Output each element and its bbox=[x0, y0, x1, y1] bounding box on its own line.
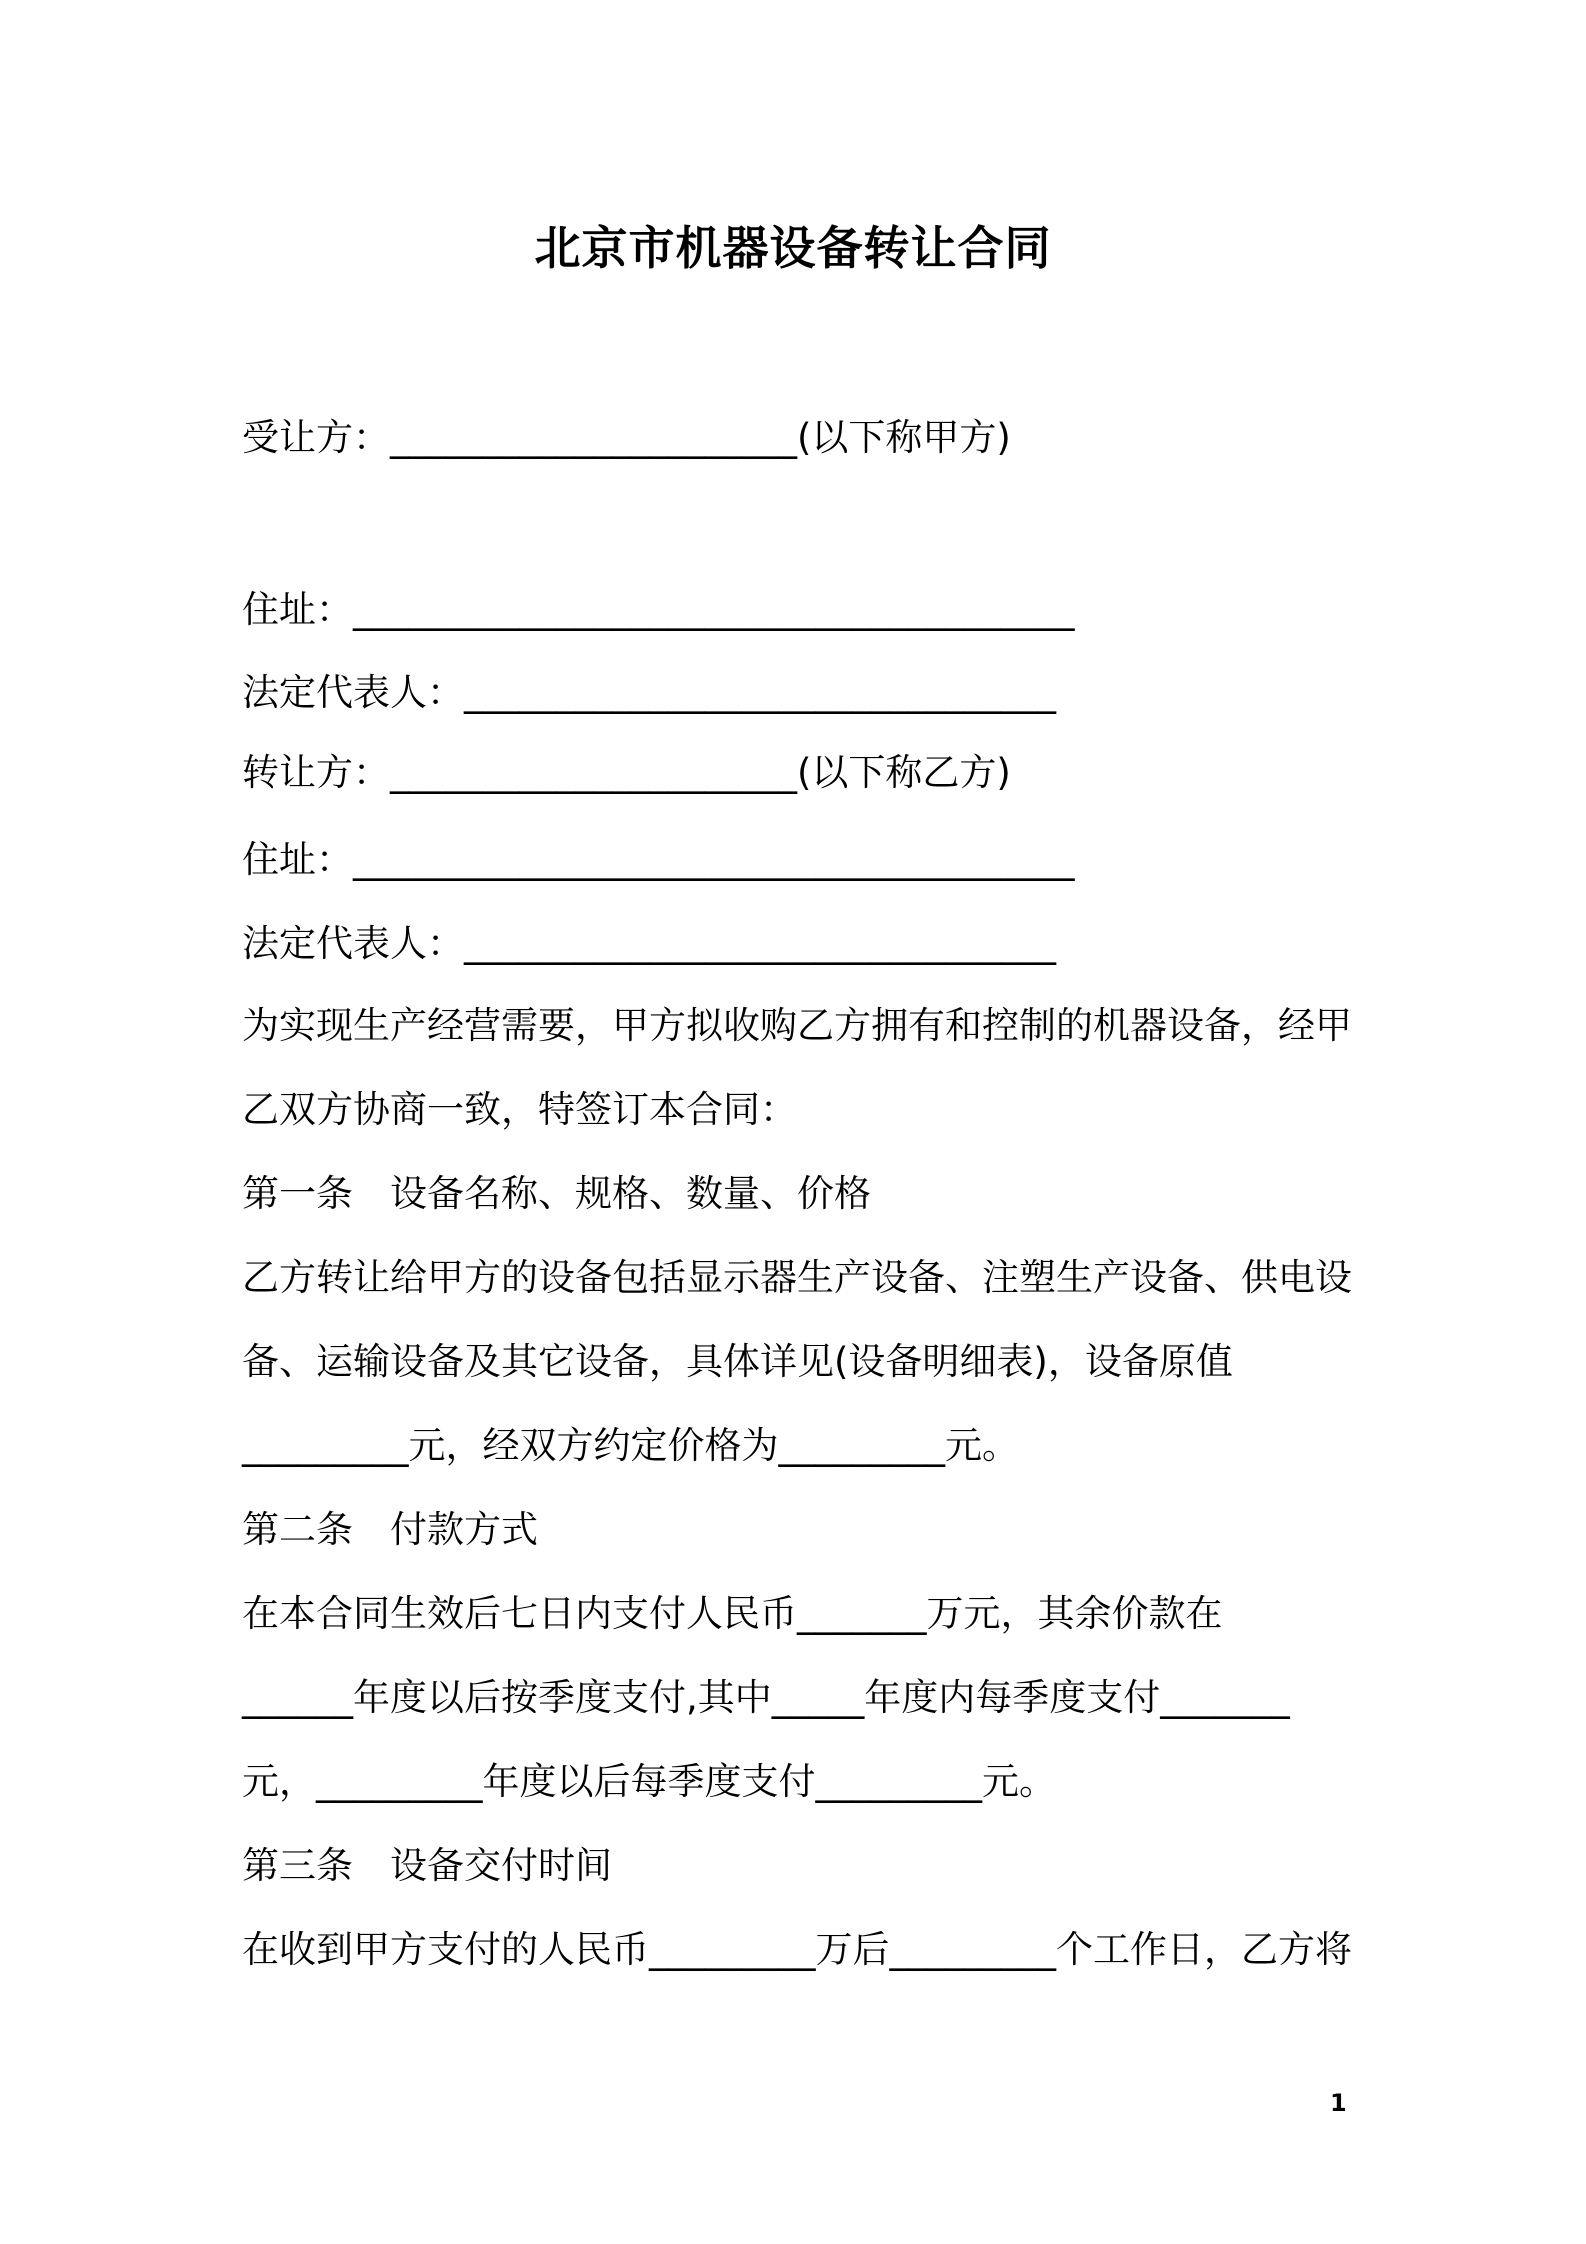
article-one-text-line-1: 乙方转让给甲方的设备包括显示器生产设备、注塑生产设备、供电设 bbox=[242, 1256, 1352, 1299]
article-two-text-line-2: ______年度以后按季度支付,其中_____年度内每季度支付_______ bbox=[242, 1676, 1290, 1719]
article-one-heading: 第一条 设备名称、规格、数量、价格 bbox=[242, 1172, 871, 1215]
document-title: 北京市机器设备转让合同 bbox=[534, 221, 1052, 275]
article-two-text-line-1: 在本合同生效后七日内支付人民币_______万元，其余价款在 bbox=[242, 1592, 1223, 1635]
article-two-heading: 第二条 付款方式 bbox=[242, 1508, 538, 1551]
assignor-representative-line: 法定代表人：________________________________ bbox=[242, 922, 1056, 965]
assignor-address-line: 住址：_______________________________________ bbox=[242, 838, 1075, 881]
article-one-text-line-3: _________元，经双方约定价格为_________元。 bbox=[242, 1424, 1019, 1467]
assignee-representative-line: 法定代表人：________________________________ bbox=[242, 671, 1056, 714]
assignee-address-line: 住址：_______________________________________ bbox=[242, 588, 1075, 631]
article-three-heading: 第三条 设备交付时间 bbox=[242, 1844, 612, 1887]
article-one-text-line-2: 备、运输设备及其它设备，具体详见(设备明细表)，设备原值 bbox=[242, 1340, 1233, 1383]
assignor-line: 转让方：______________________(以下称乙方) bbox=[242, 751, 1011, 794]
article-three-text-line-1: 在收到甲方支付的人民币_________万后_________个工作日，乙方将 bbox=[242, 1928, 1352, 1971]
preamble-line-1: 为实现生产经营需要，甲方拟收购乙方拥有和控制的机器设备，经甲 bbox=[242, 1004, 1352, 1047]
preamble-line-2: 乙双方协商一致，特签订本合同： bbox=[242, 1088, 797, 1131]
article-two-text-line-3: 元，_________年度以后每季度支付_________元。 bbox=[242, 1760, 1056, 1803]
page-number: 1 bbox=[1330, 2089, 1347, 2117]
assignee-line: 受让方：______________________(以下称甲方) bbox=[242, 416, 1011, 459]
